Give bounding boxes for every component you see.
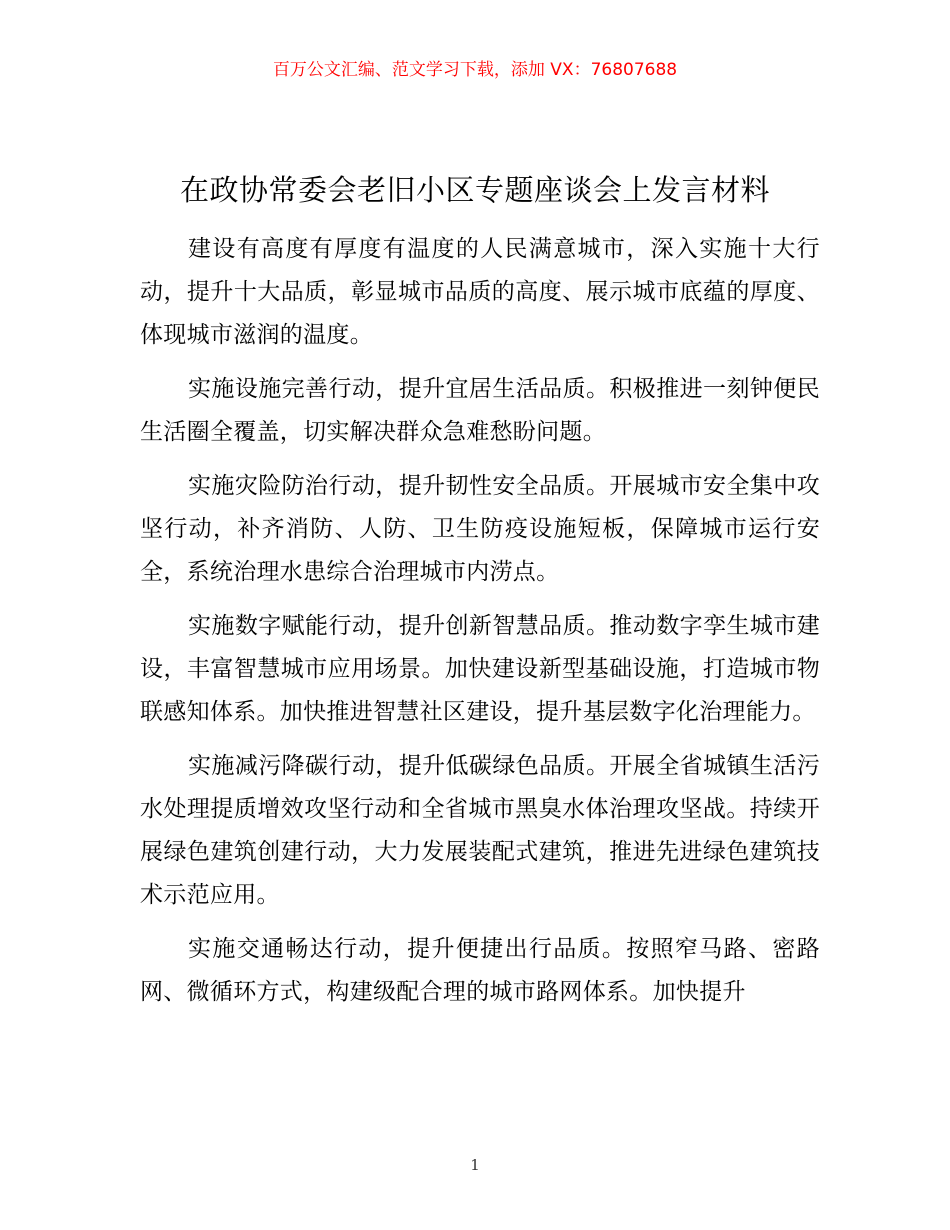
paragraph: 建设有高度有厚度有温度的人民满意城市，深入实施十大行动，提升十大品质，彰显城市品质的高度、展示城市底蕴的厚度、体现城市滋润的温度。 [140,236,820,348]
paragraph: 实施减污降碳行动，提升低碳绿色品质。开展全省城镇生活污水处理提质增效攻坚行动和全省城市黑臭水体治理攻坚战。持续开展绿色建筑创建行动，大力发展装配式建筑，推进先进绿色建筑技术示范应用。 [140,753,820,908]
header-note: 百万公文汇编、范文学习下载，添加 VX：76807688 [272,60,678,80]
paragraph: 实施灾险防治行动，提升韧性安全品质。开展城市安全集中攻坚行动，补齐消防、人防、卫生防疫设施短板，保障城市运行安全，系统治理水患综合治理城市内涝点。 [140,473,820,585]
paragraph: 实施数字赋能行动，提升创新智慧品质。推动数字孪生城市建设，丰富智慧城市应用场景。加快建设新型基础设施，打造城市物联感知体系。加快推进智慧社区建设，提升基层数字化治理能力。 [140,613,820,725]
paragraph: 实施设施完善行动，提升宜居生活品质。积极推进一刻钟便民生活圈全覆盖，切实解决群众急难愁盼问题。 [140,376,820,445]
document-body [140,228,820,1025]
paragraph: 实施交通畅达行动，提升便捷出行品质。按照窄马路、密路网、微循环方式，构建级配合理的城市路网体系。加快提升 [140,936,820,1005]
page-number: 1 [470,1156,480,1174]
document-title: 在政协常委会老旧小区专题座谈会上发言材料 [179,173,770,207]
